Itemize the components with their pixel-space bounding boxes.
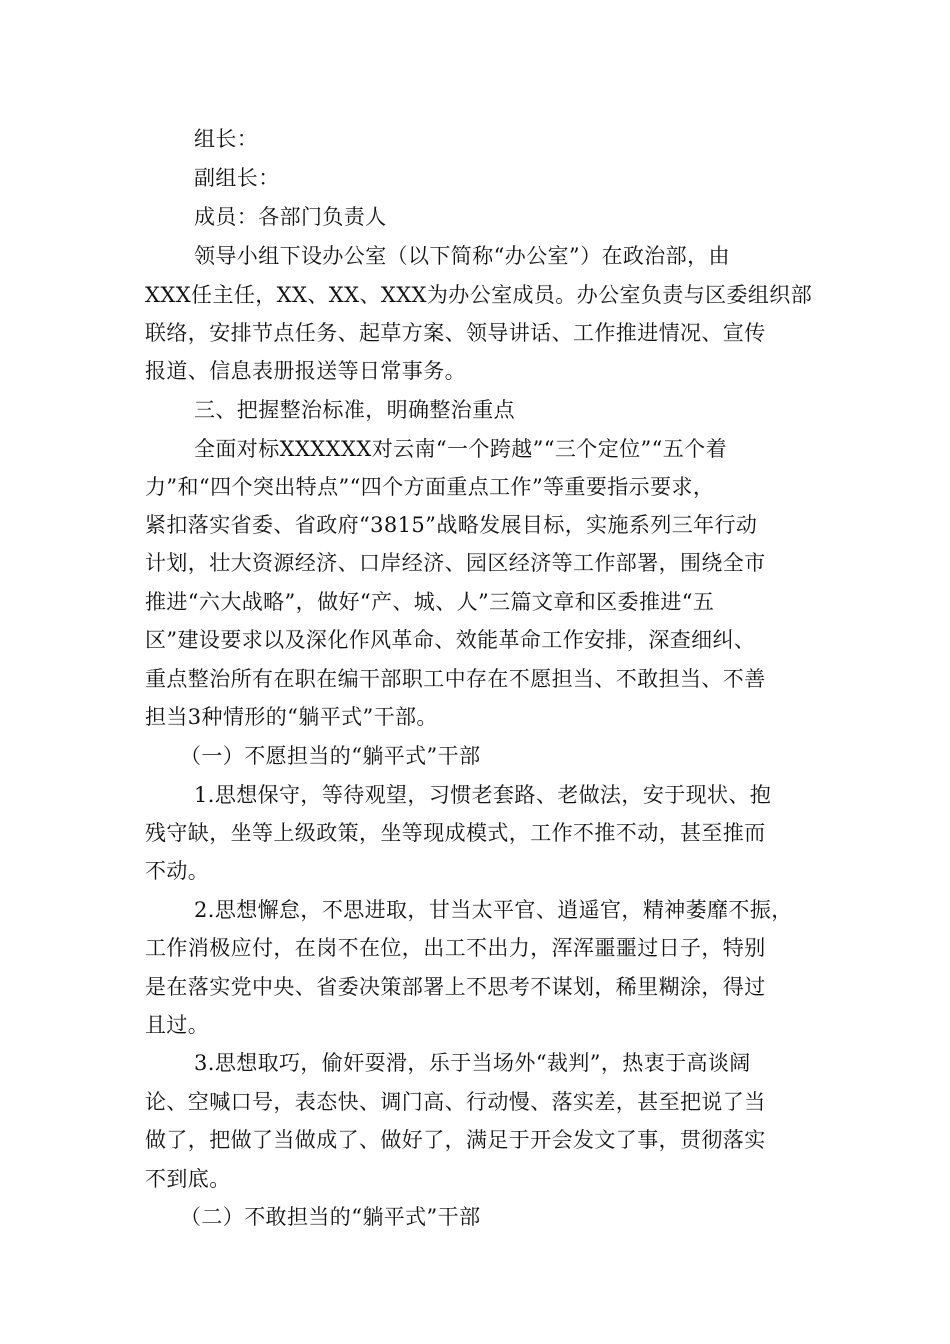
deputy-leader-line: 副组长： xyxy=(194,166,280,190)
office-paragraph-line-1: 领导小组下设办公室（以下简称“办公室”）在政治部，由 xyxy=(194,244,730,268)
office-paragraph-line-3: 联络，安排节点任务、起草方案、领导讲话、工作推进情况、宣传 xyxy=(145,321,766,345)
standards-paragraph-line-6: 区”建设要求以及深化作风革命、效能革命工作安排，深查细纠、 xyxy=(145,628,756,652)
members-line: 成员：各部门负责人 xyxy=(194,205,387,229)
item-1-line-1: 1.思想保守，等待观望，习惯老套路、老做法，安于现状、抱 xyxy=(194,783,772,807)
subsection-heading-1: （一）不愿担当的“躺平式”干部 xyxy=(180,744,481,768)
standards-paragraph-line-1: 全面对标XXXXXX对云南“一个跨越”“三个定位”“五个着 xyxy=(194,437,727,461)
standards-paragraph-line-4: 计划，壮大资源经济、口岸经济、园区经济等工作部署，围绕全市 xyxy=(145,551,766,575)
standards-paragraph-line-7: 重点整治所有在职在编干部职工中存在不愿担当、不敢担当、不善 xyxy=(145,667,766,691)
standards-paragraph-line-8: 担当3种情形的“躺平式”干部。 xyxy=(145,705,438,729)
item-1-line-3: 不动。 xyxy=(145,859,210,883)
item-2-line-4: 且过。 xyxy=(145,1013,210,1037)
subsection-heading-2: （二）不敢担当的“躺平式”干部 xyxy=(180,1205,481,1229)
item-2-line-3: 是在落实党中央、省委决策部署上不思考不谋划，稀里糊涂，得过 xyxy=(145,975,766,999)
standards-paragraph-line-3: 紧扣落实省委、省政府“3815”战略发展目标，实施系列三年行动 xyxy=(145,513,758,537)
office-paragraph-line-4: 报道、信息表册报送等日常事务。 xyxy=(145,359,466,383)
item-2-line-2: 工作消极应付，在岗不在位，出工不出力，浑浑噩噩过日子，特别 xyxy=(145,936,766,960)
item-3-line-3: 做了，把做了当做成了、做好了，满足于开会发文了事，贯彻落实 xyxy=(145,1128,766,1152)
item-1-line-2: 残守缺，坐等上级政策，坐等现成模式，工作不推不动，甚至推而 xyxy=(145,821,766,845)
standards-paragraph-line-2: 力”和“四个突出特点”“四个方面重点工作”等重要指示要求， xyxy=(145,475,715,499)
item-3-line-4: 不到底。 xyxy=(145,1167,231,1191)
item-3-line-2: 论、空喊口号，表态快、调门高、行动慢、落实差，甚至把说了当 xyxy=(145,1090,766,1114)
leader-line: 组长： xyxy=(194,127,259,151)
item-2-line-1: 2.思想懈怠，不思进取，甘当太平官、逍遥官，精神萎靡不振， xyxy=(194,898,793,922)
item-3-line-1: 3.思想取巧，偷奸耍滑，乐于当场外“裁判”，热衷于高谈阔 xyxy=(194,1051,751,1075)
section-heading-3: 三、把握整治标准，明确整治重点 xyxy=(194,398,515,422)
standards-paragraph-line-5: 推进“六大战略”，做好“产、城、人”三篇文章和区委推进“五 xyxy=(145,590,715,614)
office-paragraph-line-2: XXX任主任，XX、XX、XXX为办公室成员。办公室负责与区委组织部 xyxy=(145,283,813,307)
